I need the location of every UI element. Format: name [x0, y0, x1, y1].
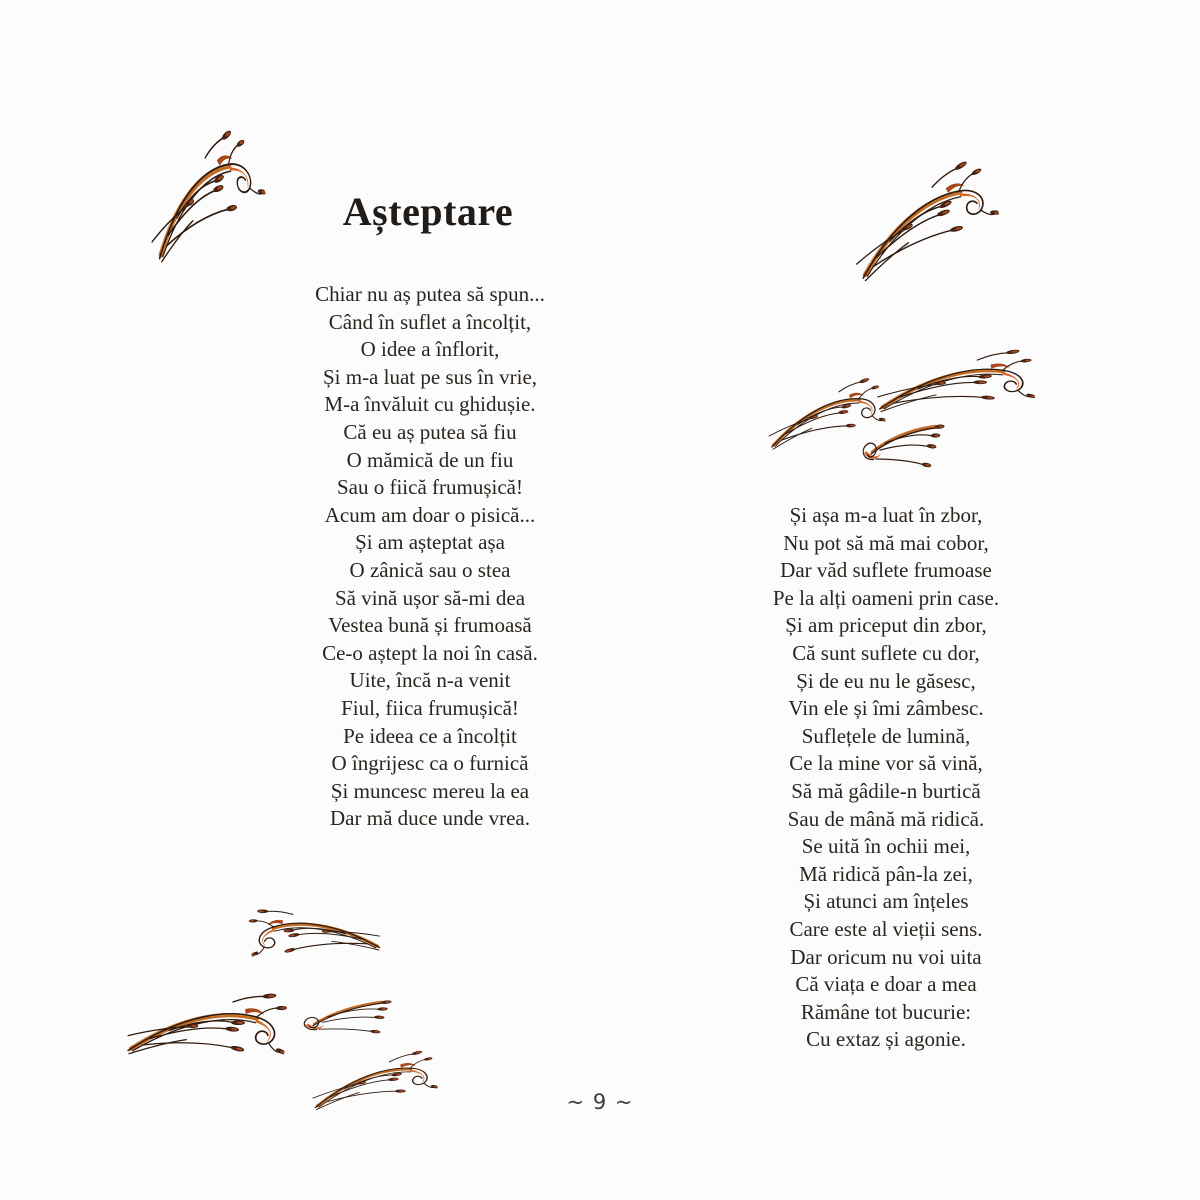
poem-line: Și de eu nu le găsesc, [796, 668, 976, 693]
poem-line: Și am priceput din zbor, [785, 613, 987, 638]
poem-line: Rămâne tot bucurie: [800, 999, 972, 1024]
poem-line: O îngrijesc ca o furnică [331, 751, 529, 776]
poem-line: Pe ideea ce a încolțit [343, 723, 517, 748]
poem-line: Când în suflet a încolțit, [328, 309, 532, 334]
poem-line: Acum am doar o pisică... [324, 502, 536, 527]
poem-line: Cu extaz și agonie. [806, 1027, 966, 1052]
poem-line: Pe la alți oameni prin case. [772, 585, 1000, 610]
poem-line: Nu pot să mă mai cobor, [783, 530, 989, 555]
poem-line: Că sunt suflete cu dor, [792, 640, 980, 665]
branch-ornament-mid-right-3 [854, 394, 947, 477]
poem-line: Să mă gâdile-n burtică [791, 778, 981, 803]
poem-line: Că eu aș putea să fiu [343, 419, 517, 444]
poem-line: Să vină ușor să-mi dea [334, 585, 526, 610]
branch-ornament-top-left [116, 96, 276, 264]
poem-line: Sau de mână mă ridică. [787, 806, 985, 831]
poem-line: Care este al vieții sens. [789, 916, 983, 941]
poem-line: O mămică de un fiu [346, 447, 514, 472]
poem-line: Și atunci am înțeles [803, 889, 969, 914]
poem-line: Uite, încă n-a venit [349, 668, 511, 693]
poem-line: Se uită în ochii mei, [801, 834, 971, 859]
poem-line: Dar mă duce unde vrea. [330, 806, 530, 831]
poem-line: Suflețele de lumină, [801, 723, 971, 748]
branch-ornament-top-right [829, 131, 1007, 282]
poem-line: Dar oricum nu voi uita [790, 944, 982, 969]
poem-line: Și am așteptat așa [355, 530, 505, 555]
poem-line: Și muncesc mereu la ea [330, 778, 530, 803]
poem-line: Mă ridică pân-la zei, [799, 861, 973, 886]
poem-line: Dar văd suflete frumoase [780, 558, 992, 583]
poem-line: M-a învăluit cu ghidușie. [324, 392, 536, 417]
poem-line: Fiul, fiica frumușică! [341, 695, 519, 720]
poem-line: O zânică sau o stea [349, 557, 511, 582]
poem-column-right [586, 502, 1186, 1054]
page-number: ~ 9 ~ [566, 1090, 634, 1114]
branch-ornament-bottom-left-3 [296, 980, 393, 1039]
poem-line: O idee a înflorit, [360, 337, 500, 362]
poem-line: Și așa m-a luat în zbor, [789, 503, 983, 527]
poem-line: Chiar nu aș putea să spun... [315, 282, 545, 306]
poem-line: Sau o fiică frumușică! [336, 475, 524, 500]
poem-line: Și m-a luat pe sus în vrie, [322, 364, 538, 389]
branch-ornament-bottom-left-1 [239, 867, 384, 976]
poem-line: Ce-o aștept la noi în casă. [322, 640, 538, 665]
poem-line: Că viața e doar a mea [795, 972, 977, 997]
poem-line: Vestea bună și frumoasă [328, 613, 532, 638]
poem-line: Vin ele și îmi zâmbesc. [788, 696, 984, 721]
poem-title: Așteptare [342, 189, 514, 234]
poem-line: Ce la mine vor să vină, [789, 751, 983, 776]
